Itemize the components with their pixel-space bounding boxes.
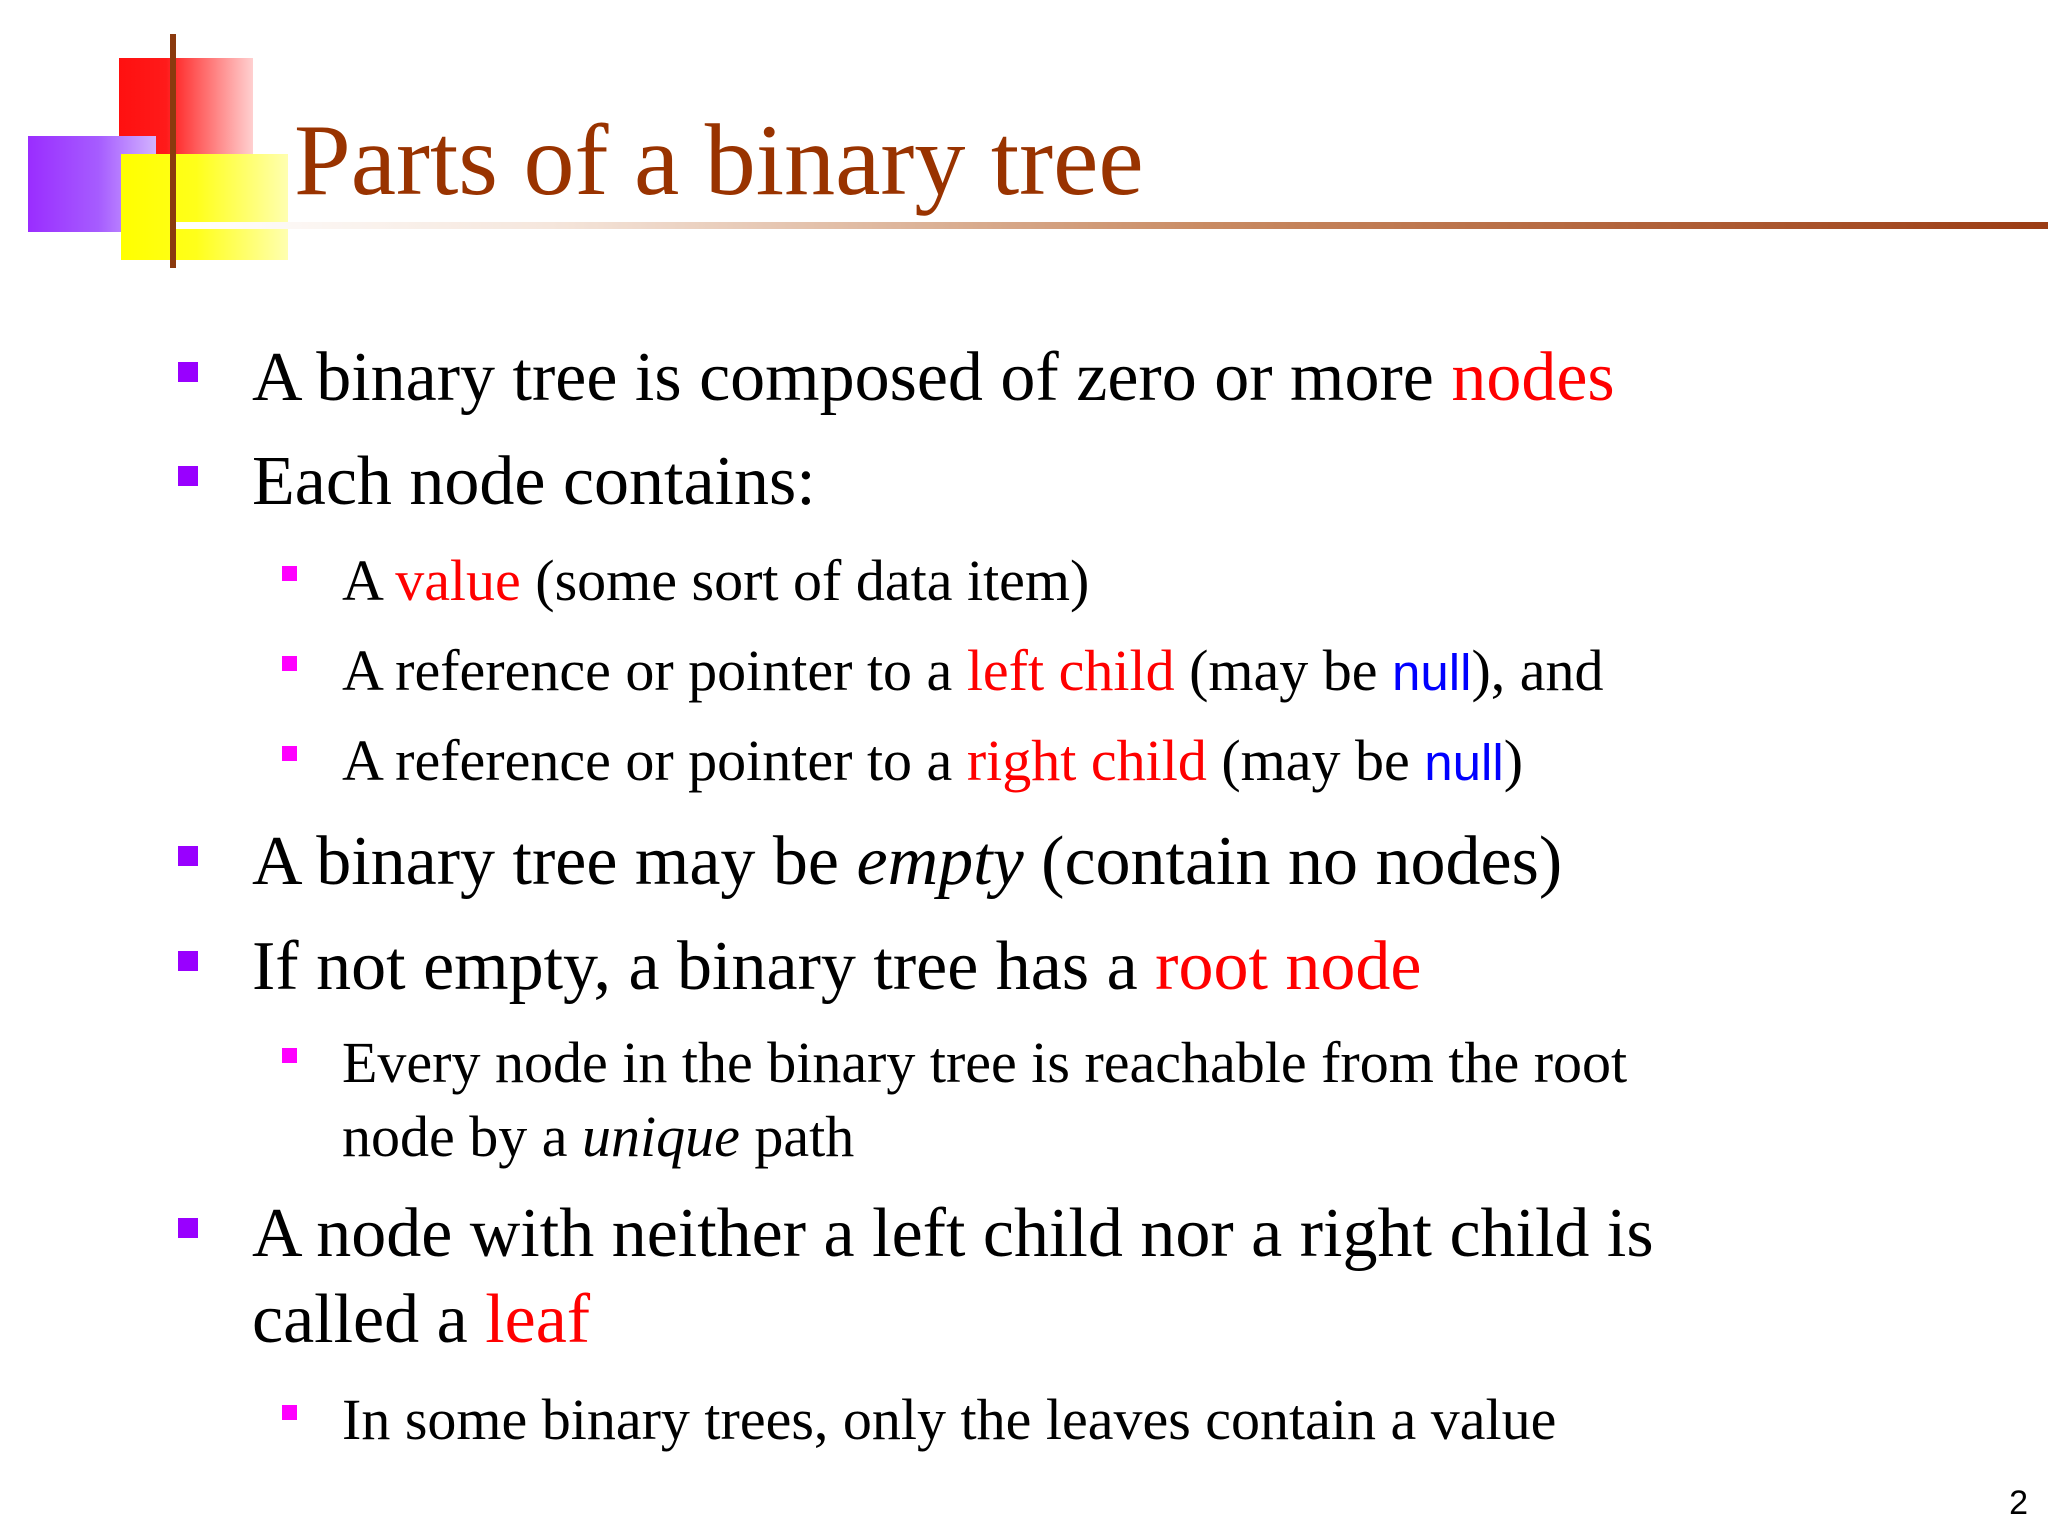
- page-number: 2: [2009, 1484, 2028, 1522]
- bullet-marker: [178, 1218, 198, 1238]
- sub-bullet-item: A reference or pointer to a right child (may be null): [342, 728, 1524, 793]
- sub-bullet-marker: [282, 1048, 297, 1063]
- sub-bullet-item: A value (some sort of data item): [342, 548, 1090, 613]
- sub-bullet-item: A reference or pointer to a left child (may be null), and: [342, 638, 1604, 703]
- logo-yellow-block: [121, 154, 288, 260]
- slide-title: Parts of a binary tree: [294, 104, 1144, 217]
- bullet-item: If not empty, a binary tree has a root node: [252, 928, 1422, 1005]
- bullet-item: A node with neither a left child nor a right child is called a leaf: [252, 1195, 1654, 1358]
- bullet-marker: [178, 846, 198, 866]
- bullet-item: A binary tree may be empty (contain no nodes): [252, 823, 1563, 900]
- bullet-item: Each node contains:: [252, 443, 816, 520]
- bullet-marker: [178, 362, 198, 382]
- bullet-item: A binary tree is composed of zero or more nodes: [252, 339, 1615, 416]
- sub-bullet-marker: [282, 1405, 297, 1420]
- logo-vertical-line: [170, 34, 176, 268]
- sub-bullet-item: Every node in the binary tree is reachable from the root node by a unique path: [342, 1030, 1628, 1169]
- title-underline: [176, 222, 2048, 229]
- bullet-marker: [178, 951, 198, 971]
- bullet-marker: [178, 466, 198, 486]
- sub-bullet-item: In some binary trees, only the leaves contain a value: [342, 1387, 1557, 1452]
- sub-bullet-marker: [282, 656, 297, 671]
- sub-bullet-marker: [282, 566, 297, 581]
- sub-bullet-marker: [282, 746, 297, 761]
